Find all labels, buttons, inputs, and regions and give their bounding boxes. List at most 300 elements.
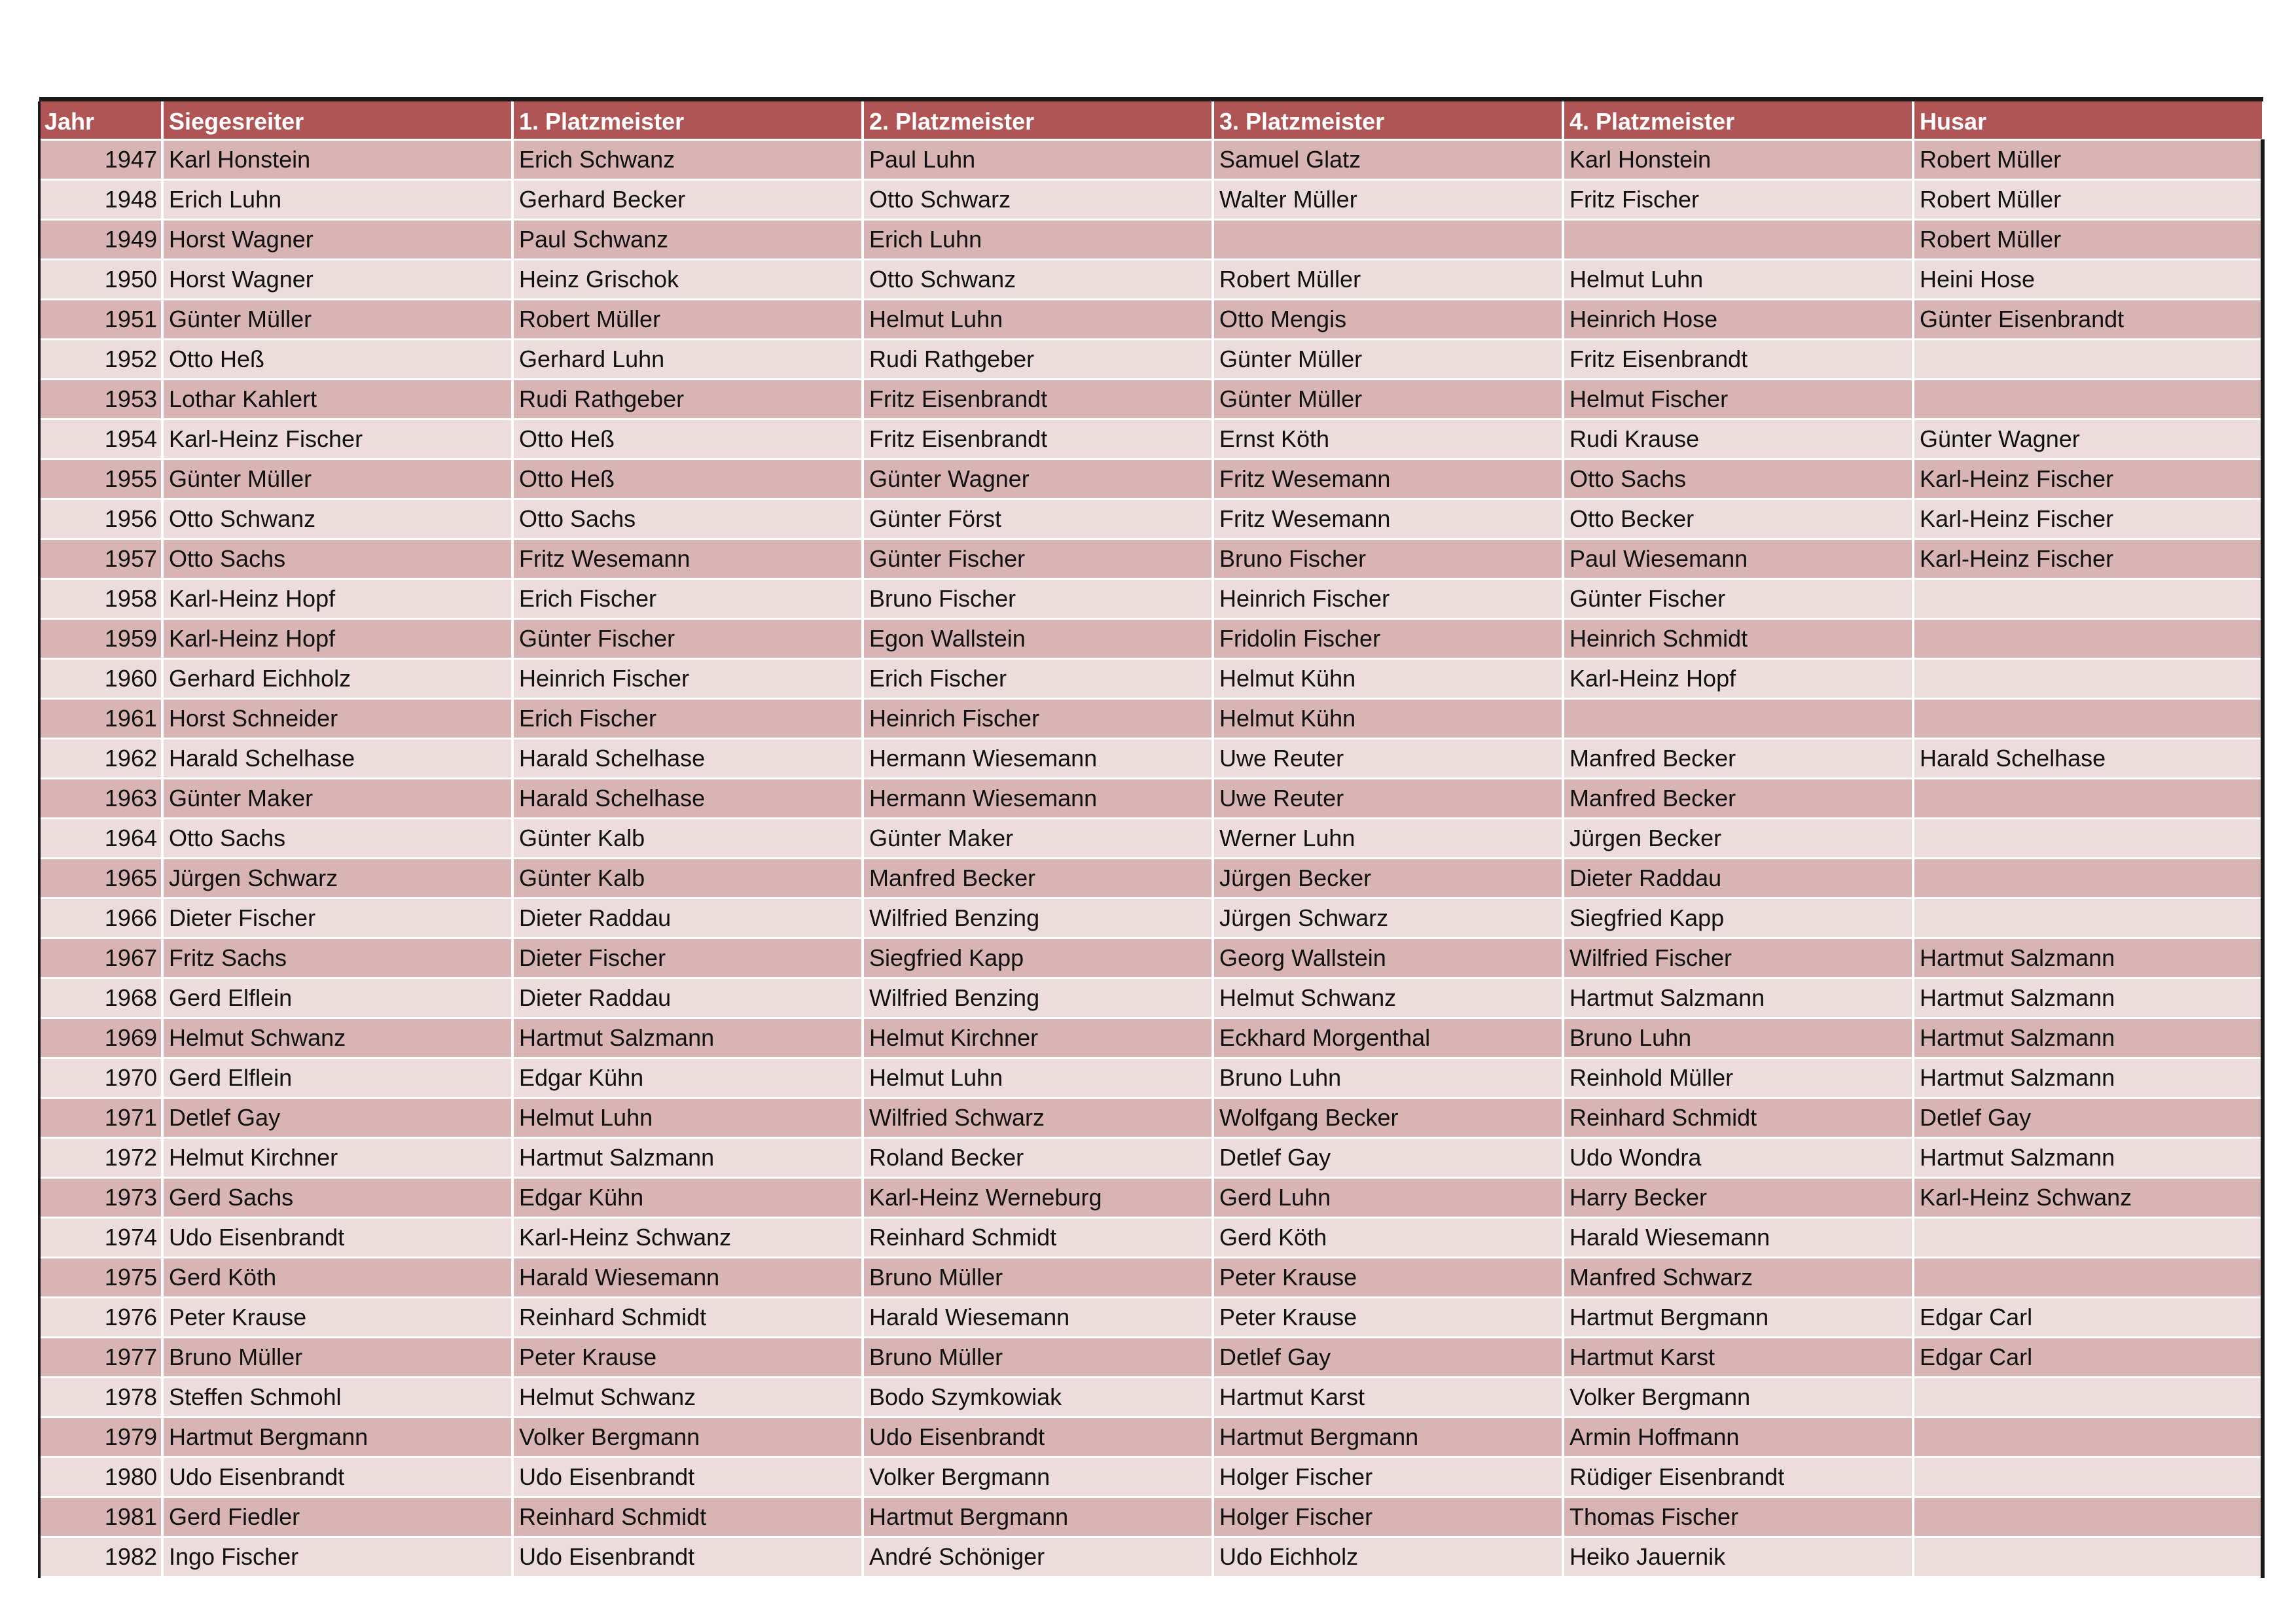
year-cell: 1981 (39, 1497, 162, 1537)
siegesreiter-cell: Harald Schelhase (162, 738, 512, 778)
platzmeister-3-cell (1213, 219, 1563, 259)
platzmeister-2-cell: Erich Fischer (863, 658, 1213, 698)
year-cell: 1951 (39, 299, 162, 339)
siegesreiter-cell: Bruno Müller (162, 1337, 512, 1377)
husar-cell (1913, 778, 2263, 818)
siegesreiter-cell: Gerd Fiedler (162, 1497, 512, 1537)
year-cell: 1974 (39, 1217, 162, 1257)
table-row (39, 499, 2263, 539)
platzmeister-2-cell: Erich Luhn (863, 219, 1213, 259)
platzmeister-1-cell: Edgar Kühn (512, 1058, 863, 1097)
table-row (39, 179, 2263, 219)
platzmeister-4-cell: Armin Hoffmann (1563, 1417, 1913, 1457)
table-row (39, 1257, 2263, 1297)
siegesreiter-cell: Dieter Fischer (162, 898, 512, 938)
platzmeister-1-cell: Otto Heß (512, 459, 863, 499)
platzmeister-3-cell: Helmut Kühn (1213, 698, 1563, 738)
platzmeister-4-cell: Heinrich Hose (1563, 299, 1913, 339)
platzmeister-2-cell: Bruno Müller (863, 1337, 1213, 1377)
year-cell: 1970 (39, 1058, 162, 1097)
platzmeister-2-cell: André Schöniger (863, 1537, 1213, 1577)
platzmeister-3-cell: Fritz Wesemann (1213, 499, 1563, 539)
platzmeister-4-cell: Fritz Fischer (1563, 179, 1913, 219)
husar-cell (1913, 658, 2263, 698)
platzmeister-3-cell: Peter Krause (1213, 1257, 1563, 1297)
table-row (39, 1417, 2263, 1457)
platzmeister-1-cell: Harald Schelhase (512, 778, 863, 818)
platzmeister-1-cell: Udo Eisenbrandt (512, 1457, 863, 1497)
year-cell: 1973 (39, 1177, 162, 1217)
husar-cell: Karl-Heinz Fischer (1913, 499, 2263, 539)
siegesreiter-cell: Horst Wagner (162, 259, 512, 299)
header-jahr: Jahr (39, 101, 162, 139)
table-row (39, 938, 2263, 978)
platzmeister-4-cell: Fritz Eisenbrandt (1563, 339, 1913, 379)
table-row (39, 1177, 2263, 1217)
platzmeister-3-cell: Georg Wallstein (1213, 938, 1563, 978)
husar-cell: Günter Wagner (1913, 419, 2263, 459)
platzmeister-3-cell: Bruno Luhn (1213, 1058, 1563, 1097)
platzmeister-2-cell: Bodo Szymkowiak (863, 1377, 1213, 1417)
platzmeister-2-cell: Helmut Luhn (863, 1058, 1213, 1097)
siegesreiter-cell: Jürgen Schwarz (162, 858, 512, 898)
siegesreiter-cell: Günter Maker (162, 778, 512, 818)
year-cell: 1952 (39, 339, 162, 379)
table-row (39, 1058, 2263, 1097)
platzmeister-2-cell: Rudi Rathgeber (863, 339, 1213, 379)
husar-cell (1913, 1257, 2263, 1297)
husar-cell (1913, 1537, 2263, 1577)
platzmeister-4-cell: Rudi Krause (1563, 419, 1913, 459)
platzmeister-2-cell: Günter Maker (863, 818, 1213, 858)
platzmeister-1-cell: Edgar Kühn (512, 1177, 863, 1217)
siegesreiter-cell: Peter Krause (162, 1297, 512, 1337)
table-row (39, 738, 2263, 778)
platzmeister-3-cell: Fridolin Fischer (1213, 618, 1563, 658)
table-row (39, 379, 2263, 419)
table-row (39, 898, 2263, 938)
platzmeister-3-cell: Udo Eichholz (1213, 1537, 1563, 1577)
platzmeister-2-cell: Heinrich Fischer (863, 698, 1213, 738)
siegesreiter-cell: Gerd Köth (162, 1257, 512, 1297)
platzmeister-1-cell: Otto Heß (512, 419, 863, 459)
platzmeister-3-cell: Eckhard Morgenthal (1213, 1018, 1563, 1058)
siegesreiter-cell: Günter Müller (162, 299, 512, 339)
platzmeister-3-cell: Gerd Köth (1213, 1217, 1563, 1257)
platzmeister-4-cell: Reinhold Müller (1563, 1058, 1913, 1097)
table-row (39, 978, 2263, 1018)
year-cell: 1956 (39, 499, 162, 539)
platzmeister-1-cell: Karl-Heinz Schwanz (512, 1217, 863, 1257)
platzmeister-3-cell: Walter Müller (1213, 179, 1563, 219)
platzmeister-4-cell: Thomas Fischer (1563, 1497, 1913, 1537)
year-cell: 1969 (39, 1018, 162, 1058)
platzmeister-3-cell: Helmut Kühn (1213, 658, 1563, 698)
platzmeister-3-cell: Holger Fischer (1213, 1457, 1563, 1497)
platzmeister-3-cell: Robert Müller (1213, 259, 1563, 299)
platzmeister-2-cell: Wilfried Benzing (863, 898, 1213, 938)
header-platzmeister-3: 3. Platzmeister (1213, 101, 1563, 139)
platzmeister-4-cell: Hartmut Salzmann (1563, 978, 1913, 1018)
siegesreiter-cell: Gerd Elflein (162, 978, 512, 1018)
platzmeister-3-cell: Uwe Reuter (1213, 738, 1563, 778)
platzmeister-3-cell: Günter Müller (1213, 339, 1563, 379)
husar-cell: Harald Schelhase (1913, 738, 2263, 778)
platzmeister-4-cell (1563, 219, 1913, 259)
platzmeister-2-cell: Harald Wiesemann (863, 1297, 1213, 1337)
husar-cell (1913, 339, 2263, 379)
platzmeister-1-cell: Reinhard Schmidt (512, 1497, 863, 1537)
platzmeister-1-cell: Udo Eisenbrandt (512, 1537, 863, 1577)
platzmeister-2-cell: Siegfried Kapp (863, 938, 1213, 978)
platzmeister-4-cell: Manfred Schwarz (1563, 1257, 1913, 1297)
table-row (39, 299, 2263, 339)
platzmeister-3-cell: Helmut Schwanz (1213, 978, 1563, 1018)
platzmeister-4-cell: Otto Sachs (1563, 459, 1913, 499)
platzmeister-1-cell: Harald Schelhase (512, 738, 863, 778)
platzmeister-2-cell: Helmut Kirchner (863, 1018, 1213, 1058)
table-row (39, 219, 2263, 259)
table-row (39, 858, 2263, 898)
platzmeister-4-cell: Helmut Fischer (1563, 379, 1913, 419)
platzmeister-1-cell: Volker Bergmann (512, 1417, 863, 1457)
table-row (39, 1457, 2263, 1497)
platzmeister-4-cell: Rüdiger Eisenbrandt (1563, 1457, 1913, 1497)
platzmeister-3-cell: Werner Luhn (1213, 818, 1563, 858)
siegesreiter-cell: Gerd Elflein (162, 1058, 512, 1097)
siegesreiter-cell: Erich Luhn (162, 179, 512, 219)
husar-cell: Hartmut Salzmann (1913, 1137, 2263, 1177)
platzmeister-1-cell: Hartmut Salzmann (512, 1018, 863, 1058)
table-row (39, 1497, 2263, 1537)
siegesreiter-cell: Gerhard Eichholz (162, 658, 512, 698)
siegesreiter-cell: Steffen Schmohl (162, 1377, 512, 1417)
platzmeister-2-cell: Wilfried Schwarz (863, 1097, 1213, 1137)
year-cell: 1961 (39, 698, 162, 738)
siegesreiter-cell: Udo Eisenbrandt (162, 1457, 512, 1497)
platzmeister-2-cell: Günter Fischer (863, 539, 1213, 579)
table-row (39, 339, 2263, 379)
platzmeister-4-cell (1563, 698, 1913, 738)
husar-cell: Detlef Gay (1913, 1097, 2263, 1137)
platzmeister-1-cell: Dieter Raddau (512, 898, 863, 938)
platzmeister-2-cell: Udo Eisenbrandt (863, 1417, 1213, 1457)
husar-cell (1913, 1217, 2263, 1257)
husar-cell (1913, 1377, 2263, 1417)
siegesreiter-cell: Günter Müller (162, 459, 512, 499)
platzmeister-1-cell: Fritz Wesemann (512, 539, 863, 579)
platzmeister-3-cell: Uwe Reuter (1213, 778, 1563, 818)
platzmeister-3-cell: Hartmut Karst (1213, 1377, 1563, 1417)
table-row (39, 1137, 2263, 1177)
husar-cell (1913, 898, 2263, 938)
table-row (39, 459, 2263, 499)
siegesreiter-cell: Udo Eisenbrandt (162, 1217, 512, 1257)
year-cell: 1980 (39, 1457, 162, 1497)
platzmeister-2-cell: Helmut Luhn (863, 299, 1213, 339)
platzmeister-1-cell: Rudi Rathgeber (512, 379, 863, 419)
platzmeister-3-cell: Samuel Glatz (1213, 139, 1563, 179)
header-husar: Husar (1913, 101, 2263, 139)
table-row (39, 818, 2263, 858)
siegesreiter-cell: Ingo Fischer (162, 1537, 512, 1577)
winners-table (39, 101, 2265, 1578)
platzmeister-3-cell: Fritz Wesemann (1213, 459, 1563, 499)
siegesreiter-cell: Karl-Heinz Hopf (162, 579, 512, 618)
platzmeister-1-cell: Dieter Raddau (512, 978, 863, 1018)
platzmeister-1-cell: Günter Kalb (512, 858, 863, 898)
year-cell: 1978 (39, 1377, 162, 1417)
husar-cell: Robert Müller (1913, 219, 2263, 259)
siegesreiter-cell: Fritz Sachs (162, 938, 512, 978)
year-cell: 1954 (39, 419, 162, 459)
year-cell: 1965 (39, 858, 162, 898)
husar-cell: Hartmut Salzmann (1913, 978, 2263, 1018)
table-row (39, 1097, 2263, 1137)
platzmeister-1-cell: Gerhard Becker (512, 179, 863, 219)
table-row (39, 1018, 2263, 1058)
year-cell: 1955 (39, 459, 162, 499)
husar-cell (1913, 698, 2263, 738)
platzmeister-1-cell: Heinrich Fischer (512, 658, 863, 698)
year-cell: 1977 (39, 1337, 162, 1377)
header-platzmeister-1: 1. Platzmeister (512, 101, 863, 139)
platzmeister-1-cell: Dieter Fischer (512, 938, 863, 978)
table-row (39, 419, 2263, 459)
platzmeister-3-cell: Detlef Gay (1213, 1337, 1563, 1377)
husar-cell: Edgar Carl (1913, 1337, 2263, 1377)
siegesreiter-cell: Otto Heß (162, 339, 512, 379)
platzmeister-1-cell: Helmut Schwanz (512, 1377, 863, 1417)
year-cell: 1959 (39, 618, 162, 658)
platzmeister-4-cell: Bruno Luhn (1563, 1018, 1913, 1058)
year-cell: 1948 (39, 179, 162, 219)
platzmeister-2-cell: Bruno Fischer (863, 579, 1213, 618)
table-row (39, 139, 2263, 179)
platzmeister-4-cell: Otto Becker (1563, 499, 1913, 539)
table-row (39, 658, 2263, 698)
platzmeister-2-cell: Manfred Becker (863, 858, 1213, 898)
year-cell: 1982 (39, 1537, 162, 1577)
husar-cell: Günter Eisenbrandt (1913, 299, 2263, 339)
siegesreiter-cell: Otto Schwanz (162, 499, 512, 539)
platzmeister-4-cell: Volker Bergmann (1563, 1377, 1913, 1417)
platzmeister-4-cell: Reinhard Schmidt (1563, 1097, 1913, 1137)
table-row (39, 698, 2263, 738)
husar-cell: Karl-Heinz Fischer (1913, 539, 2263, 579)
year-cell: 1950 (39, 259, 162, 299)
platzmeister-1-cell: Otto Sachs (512, 499, 863, 539)
platzmeister-1-cell: Reinhard Schmidt (512, 1297, 863, 1337)
platzmeister-1-cell: Günter Kalb (512, 818, 863, 858)
platzmeister-2-cell: Karl-Heinz Werneburg (863, 1177, 1213, 1217)
year-cell: 1971 (39, 1097, 162, 1137)
header-siegesreiter: Siegesreiter (162, 101, 512, 139)
year-cell: 1953 (39, 379, 162, 419)
table-row (39, 618, 2263, 658)
platzmeister-2-cell: Otto Schwanz (863, 259, 1213, 299)
siegesreiter-cell: Horst Schneider (162, 698, 512, 738)
platzmeister-4-cell: Karl Honstein (1563, 139, 1913, 179)
platzmeister-1-cell: Erich Fischer (512, 579, 863, 618)
siegesreiter-cell: Horst Wagner (162, 219, 512, 259)
platzmeister-3-cell: Hartmut Bergmann (1213, 1417, 1563, 1457)
year-cell: 1957 (39, 539, 162, 579)
platzmeister-2-cell: Günter Först (863, 499, 1213, 539)
year-cell: 1949 (39, 219, 162, 259)
year-cell: 1968 (39, 978, 162, 1018)
husar-cell (1913, 379, 2263, 419)
platzmeister-4-cell: Manfred Becker (1563, 778, 1913, 818)
platzmeister-2-cell: Paul Luhn (863, 139, 1213, 179)
platzmeister-4-cell: Hartmut Karst (1563, 1337, 1913, 1377)
platzmeister-1-cell: Erich Fischer (512, 698, 863, 738)
platzmeister-2-cell: Wilfried Benzing (863, 978, 1213, 1018)
platzmeister-3-cell: Bruno Fischer (1213, 539, 1563, 579)
husar-cell: Hartmut Salzmann (1913, 1018, 2263, 1058)
husar-cell: Edgar Carl (1913, 1297, 2263, 1337)
siegesreiter-cell: Karl Honstein (162, 139, 512, 179)
platzmeister-1-cell: Günter Fischer (512, 618, 863, 658)
platzmeister-4-cell: Karl-Heinz Hopf (1563, 658, 1913, 698)
siegesreiter-cell: Karl-Heinz Fischer (162, 419, 512, 459)
platzmeister-3-cell: Holger Fischer (1213, 1497, 1563, 1537)
platzmeister-4-cell: Harry Becker (1563, 1177, 1913, 1217)
platzmeister-1-cell: Harald Wiesemann (512, 1257, 863, 1297)
platzmeister-2-cell: Hermann Wiesemann (863, 738, 1213, 778)
platzmeister-4-cell: Hartmut Bergmann (1563, 1297, 1913, 1337)
husar-cell (1913, 579, 2263, 618)
platzmeister-2-cell: Roland Becker (863, 1137, 1213, 1177)
platzmeister-2-cell: Reinhard Schmidt (863, 1217, 1213, 1257)
year-cell: 1966 (39, 898, 162, 938)
platzmeister-4-cell: Udo Wondra (1563, 1137, 1913, 1177)
platzmeister-4-cell: Heinrich Schmidt (1563, 618, 1913, 658)
platzmeister-4-cell: Jürgen Becker (1563, 818, 1913, 858)
platzmeister-2-cell: Otto Schwarz (863, 179, 1213, 219)
header-platzmeister-4: 4. Platzmeister (1563, 101, 1913, 139)
husar-cell: Karl-Heinz Fischer (1913, 459, 2263, 499)
siegesreiter-cell: Helmut Schwanz (162, 1018, 512, 1058)
platzmeister-3-cell: Detlef Gay (1213, 1137, 1563, 1177)
table-header (39, 101, 2263, 139)
platzmeister-3-cell: Günter Müller (1213, 379, 1563, 419)
platzmeister-4-cell: Wilfried Fischer (1563, 938, 1913, 978)
platzmeister-2-cell: Volker Bergmann (863, 1457, 1213, 1497)
platzmeister-3-cell: Otto Mengis (1213, 299, 1563, 339)
husar-cell: Robert Müller (1913, 179, 2263, 219)
husar-cell (1913, 1457, 2263, 1497)
platzmeister-3-cell: Gerd Luhn (1213, 1177, 1563, 1217)
header-row (39, 101, 2263, 139)
table-row (39, 259, 2263, 299)
husar-cell (1913, 858, 2263, 898)
table-body (39, 139, 2263, 1577)
platzmeister-1-cell: Hartmut Salzmann (512, 1137, 863, 1177)
platzmeister-4-cell: Siegfried Kapp (1563, 898, 1913, 938)
platzmeister-3-cell: Heinrich Fischer (1213, 579, 1563, 618)
platzmeister-2-cell: Fritz Eisenbrandt (863, 419, 1213, 459)
year-cell: 1962 (39, 738, 162, 778)
table-row (39, 1297, 2263, 1337)
platzmeister-1-cell: Heinz Grischok (512, 259, 863, 299)
platzmeister-3-cell: Jürgen Becker (1213, 858, 1563, 898)
platzmeister-4-cell: Dieter Raddau (1563, 858, 1913, 898)
year-cell: 1975 (39, 1257, 162, 1297)
year-cell: 1960 (39, 658, 162, 698)
siegesreiter-cell: Gerd Sachs (162, 1177, 512, 1217)
husar-cell: Hartmut Salzmann (1913, 938, 2263, 978)
platzmeister-3-cell: Wolfgang Becker (1213, 1097, 1563, 1137)
platzmeister-4-cell: Paul Wiesemann (1563, 539, 1913, 579)
siegesreiter-cell: Helmut Kirchner (162, 1137, 512, 1177)
table-row (39, 1217, 2263, 1257)
year-cell: 1964 (39, 818, 162, 858)
platzmeister-2-cell: Hartmut Bergmann (863, 1497, 1213, 1537)
husar-cell: Hartmut Salzmann (1913, 1058, 2263, 1097)
platzmeister-2-cell: Bruno Müller (863, 1257, 1213, 1297)
year-cell: 1963 (39, 778, 162, 818)
year-cell: 1979 (39, 1417, 162, 1457)
table-row (39, 579, 2263, 618)
platzmeister-3-cell: Jürgen Schwarz (1213, 898, 1563, 938)
husar-cell: Robert Müller (1913, 139, 2263, 179)
table-row (39, 1377, 2263, 1417)
platzmeister-2-cell: Hermann Wiesemann (863, 778, 1213, 818)
platzmeister-1-cell: Peter Krause (512, 1337, 863, 1377)
husar-cell (1913, 1417, 2263, 1457)
husar-cell: Karl-Heinz Schwanz (1913, 1177, 2263, 1217)
husar-cell (1913, 618, 2263, 658)
table-row (39, 1537, 2263, 1577)
platzmeister-1-cell: Gerhard Luhn (512, 339, 863, 379)
platzmeister-3-cell: Ernst Köth (1213, 419, 1563, 459)
husar-cell: Heini Hose (1913, 259, 2263, 299)
platzmeister-4-cell: Helmut Luhn (1563, 259, 1913, 299)
siegesreiter-cell: Detlef Gay (162, 1097, 512, 1137)
platzmeister-4-cell: Günter Fischer (1563, 579, 1913, 618)
platzmeister-2-cell: Fritz Eisenbrandt (863, 379, 1213, 419)
siegesreiter-cell: Otto Sachs (162, 539, 512, 579)
platzmeister-1-cell: Robert Müller (512, 299, 863, 339)
year-cell: 1976 (39, 1297, 162, 1337)
siegesreiter-cell: Lothar Kahlert (162, 379, 512, 419)
siegesreiter-cell: Karl-Heinz Hopf (162, 618, 512, 658)
siegesreiter-cell: Hartmut Bergmann (162, 1417, 512, 1457)
platzmeister-3-cell: Peter Krause (1213, 1297, 1563, 1337)
platzmeister-1-cell: Paul Schwanz (512, 219, 863, 259)
platzmeister-2-cell: Egon Wallstein (863, 618, 1213, 658)
platzmeister-4-cell: Manfred Becker (1563, 738, 1913, 778)
year-cell: 1958 (39, 579, 162, 618)
platzmeister-4-cell: Heiko Jauernik (1563, 1537, 1913, 1577)
winners-table-container (39, 97, 2263, 1578)
table-row (39, 539, 2263, 579)
table-row (39, 778, 2263, 818)
platzmeister-1-cell: Erich Schwanz (512, 139, 863, 179)
siegesreiter-cell: Otto Sachs (162, 818, 512, 858)
platzmeister-1-cell: Helmut Luhn (512, 1097, 863, 1137)
table-row (39, 1337, 2263, 1377)
husar-cell (1913, 1497, 2263, 1537)
platzmeister-4-cell: Harald Wiesemann (1563, 1217, 1913, 1257)
year-cell: 1972 (39, 1137, 162, 1177)
year-cell: 1947 (39, 139, 162, 179)
husar-cell (1913, 818, 2263, 858)
platzmeister-2-cell: Günter Wagner (863, 459, 1213, 499)
year-cell: 1967 (39, 938, 162, 978)
header-platzmeister-2: 2. Platzmeister (863, 101, 1213, 139)
